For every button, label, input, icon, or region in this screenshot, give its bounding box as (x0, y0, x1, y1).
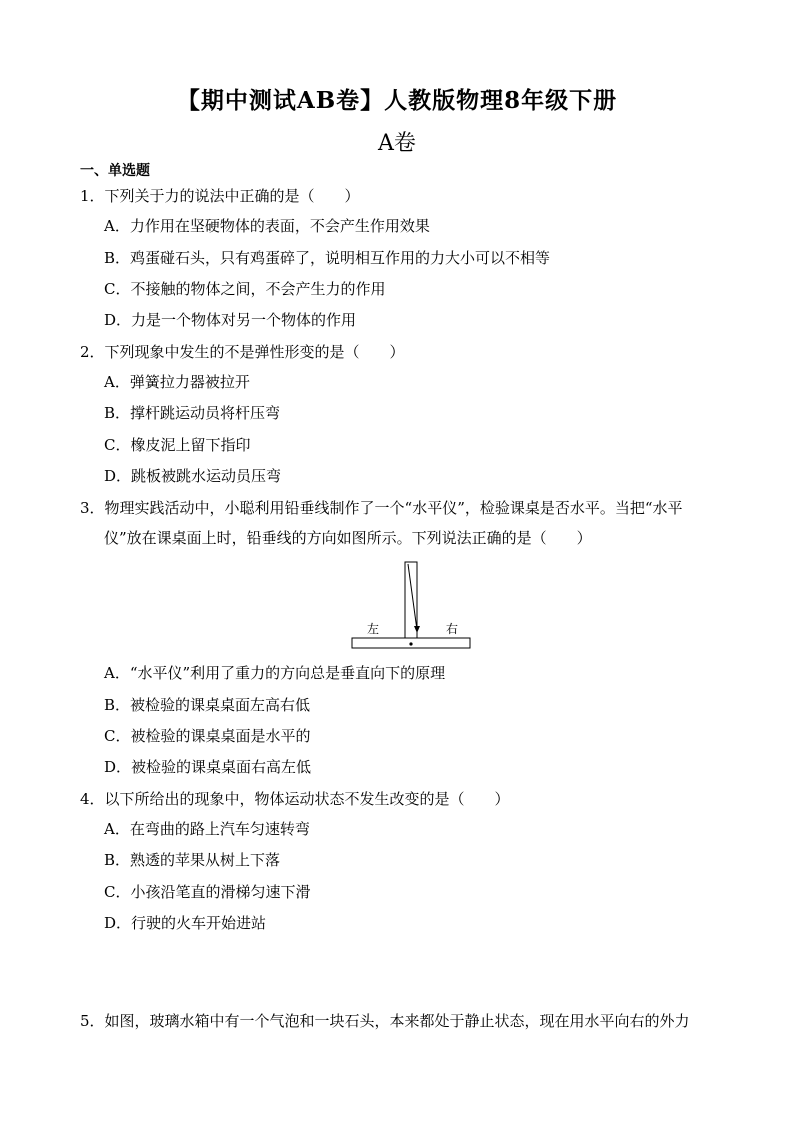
question-3-option-b: B．被检验的课桌桌面左高右低 (104, 696, 311, 714)
question-1-option-d: D．力是一个物体对另一个物体的作用 (104, 311, 357, 329)
question-4-option-b: B．熟透的苹果从树上下落 (104, 851, 281, 869)
question-1-option-c: C．不接触的物体之间，不会产生力的作用 (104, 280, 386, 298)
question-4-option-a: A．在弯曲的路上汽车匀速转弯 (104, 820, 310, 838)
center-mark (409, 642, 412, 645)
question-2-option-d: D．跳板被跳水运动员压弯 (104, 467, 282, 485)
question-4-option-c: C．小孩沿笔直的滑梯匀速下滑 (104, 883, 311, 901)
figure-right-label: 右 (446, 622, 459, 636)
question-2-stem: 2．下列现象中发生的不是弹性形变的是（ ） (80, 343, 405, 361)
plumb-bob (414, 626, 420, 633)
question-3-stem: 3．物理实践活动中，小聪利用铅垂线制作了一个“水平仪”，检验课桌是否水平。当把“水平 (80, 499, 683, 517)
question-1-stem: 1．下列关于力的说法中正确的是（ ） (80, 187, 360, 205)
question-4-option-d: D．行驶的火车开始进站 (104, 914, 267, 932)
question-4-stem: 4．以下所给出的现象中，物体运动状态不发生改变的是（ ） (80, 790, 510, 808)
question-3-option-a: A．“水平仪”利用了重力的方向总是垂直向下的原理 (104, 664, 446, 682)
question-3-option-d: D．被检验的课桌桌面右高左低 (104, 758, 312, 776)
plumb-line (408, 564, 417, 630)
question-1-option-a: A．力作用在坚硬物体的表面，不会产生作用效果 (104, 217, 430, 235)
question-3-option-c: C．被检验的课桌桌面是水平的 (104, 727, 311, 745)
page-title: 【期中测试AB卷】人教版物理8年级下册 (176, 87, 618, 114)
question-2-option-c: C．橡皮泥上留下指印 (104, 436, 251, 454)
section-title: 一、单选题 (80, 163, 150, 179)
page-subtitle: A卷 (378, 131, 416, 156)
question-5-stem: 5．如图，玻璃水箱中有一个气泡和一块石头，本来都处于静止状态，现在用水平向右的外力 (80, 1012, 690, 1030)
question-2-option-a: A．弹簧拉力器被拉开 (104, 373, 250, 391)
question-2-option-b: B．撑杆跳运动员将杆压弯 (104, 404, 281, 422)
level-figure (350, 560, 475, 655)
question-3-stem-continued: 仪”放在课桌面上时，铅垂线的方向如图所示。下列说法正确的是（ ） (104, 529, 592, 547)
figure-left-label: 左 (367, 622, 380, 636)
question-1-option-b: B．鸡蛋碰石头，只有鸡蛋碎了，说明相互作用的力大小可以不相等 (104, 249, 551, 267)
